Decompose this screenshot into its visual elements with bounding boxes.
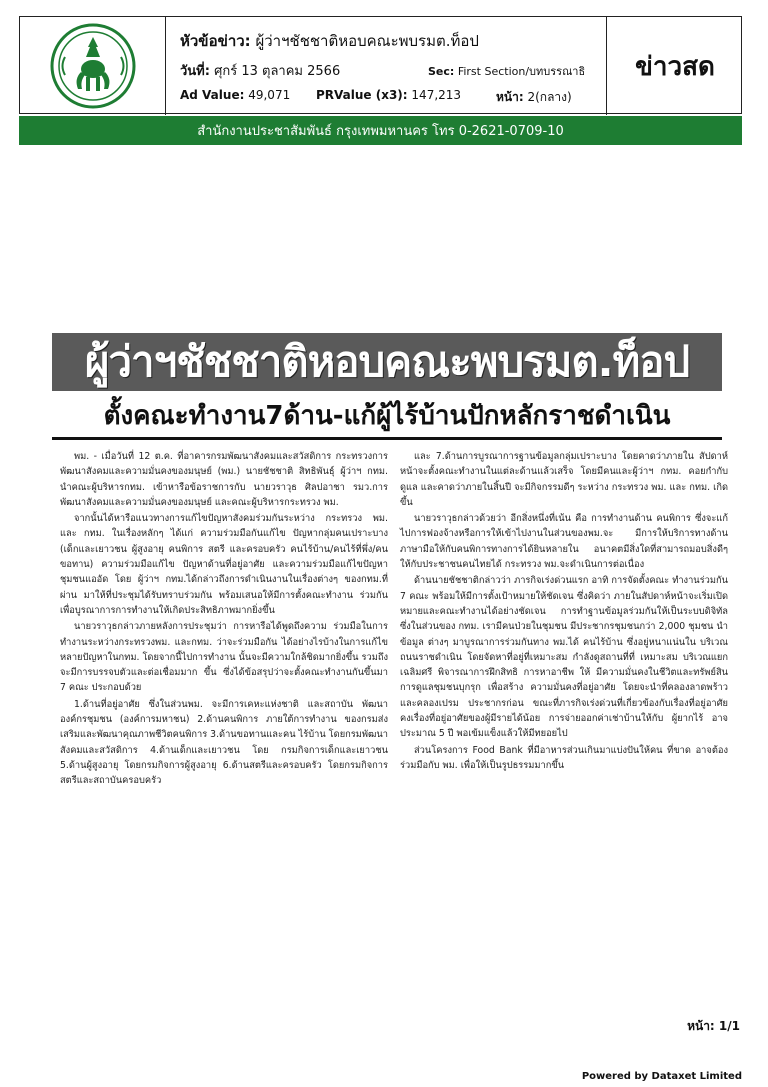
section-label: Sec:	[428, 65, 455, 78]
title-value: ผู้ว่าฯชัชชาติหอบคณะพบรมต.ท็อป	[255, 32, 479, 50]
page-indicator: หน้า: 1/1	[687, 1019, 740, 1033]
article-paragraph: 1.ด้านที่อยู่อาศัย ซึ่งในส่วนพม. จะมีการเคหะแห่งชาติ และสถาบัน พัฒนาองค์กรชุมชน (องค์การมหาชน) 2.ด้านคนพิการ ภายใต้การทำงาน ของกรมส่งเสริมและพัฒนาคุณภาพชีวิตคนพิการ 3.ด้านขอทานและคน ไร้บ้าน โดยกรมพัฒนาสังคมและสวัสดิการ 4.ด้านเด็กและเยาวชน โดย กรมกิจการเด็กและเยาวชน 5.ด้านผู้สูงอายุ โดยกรมกิจการผู้สูงอายุ 6.ด้านสตรีและครอบครัว โดยกรมกิจการสตรีและสถาบันครอบครัว	[60, 698, 388, 787]
page-value: 2(กลาง)	[527, 90, 572, 104]
section-row	[428, 62, 585, 80]
pr-office-text: สำนักงานประชาสัมพันธ์ กรุงเทพมหานคร โทร 0-2621-0709-10	[197, 124, 564, 139]
title-label: หัวข้อข่าว:	[180, 32, 251, 50]
clipping-header	[19, 16, 742, 145]
ad-value-label: Ad Value:	[180, 88, 245, 102]
article-paragraph: จากนั้นได้หารือแนวทางการแก้ไขปัญหาสังคมร่วมกันระหว่าง กระทรวง พม. และ กทม. ในเรื่องหลักๆ ได้แก่ ความร่วมมือกันแก้ไข ปัญหากลุ่มคนเปราะบาง (เด็กและเยาวชน ผู้สูงอายุ คนพิการ สตรี และครอบครัว คนไร้บ้าน/คนไร้ที่พึ่ง/คนขอทาน) ความร่วมมือแก้ไข ปัญหาด้านที่อยู่อาศัย และความร่วมมือแก้ไขปัญหาชุมชนแออัด โดย ผู้ว่าฯ กทม.ได้กล่าวถึงการดำเนินงานในเรื่องต่างๆ ของกทม.ที่ผ่าน มาให้ที่ประชุมได้รับทราบร่วมกัน พร้อมเสนอให้มีการตั้งคณะทำงาน ร่วมกันเพื่อบูรณาการการทำงานให้เกิดประสิทธิภาพมากยิ่งขึ้น	[60, 513, 388, 616]
ad-value-row	[180, 88, 290, 102]
subheadline: ตั้งคณะทำงาน7ด้าน-แก้ผู้ไร้บ้านปักหลักราชดำเนิน	[103, 401, 671, 431]
article-paragraph: ส่วนโครงการ Food Bank ที่มีอาหารส่วนเกินมาแบ่งปันให้คน ที่ขาด อาจต้องร่วมมือกับ พม. เพื่อให้เป็นรูปธรรมมากขึ้น	[400, 744, 728, 771]
news-type-label: ข่าวสด	[635, 51, 715, 82]
page-row	[496, 88, 572, 107]
pr-value-label: PRValue (x3):	[316, 88, 408, 102]
article-column-right	[400, 449, 728, 774]
logo-cell	[20, 17, 166, 115]
date-label: วันที่:	[180, 64, 210, 79]
date-value: ศุกร์ 13 ตุลาคม 2566	[214, 64, 341, 79]
headline-rule	[52, 437, 722, 440]
article-column-left	[60, 449, 388, 790]
section-value: First Section/บทบรรณาธิ	[457, 65, 586, 78]
ad-value: 49,071	[248, 88, 291, 102]
article-paragraph: นายวราวุธกล่าวด้วยว่า อีกสิ่งหนึ่งที่เน้น คือ การทำงานด้าน คนพิการ ซึ่งจะแก้ไปการฟองจ้างหรือการให้เข้าไปงานในส่วนของพม.จะ มีการให้บริการทางด้านภาษามือให้กับคนพิการทางการได้ยินหลายใน อนาคตมีสิ่งใดที่สามารถมอบสิ่งดีๆ ให้กับประชาชนคนไทยได้ กระทรวง พม.จะดำเนินการต่อเนื่อง	[400, 513, 728, 571]
pr-office-bar	[19, 116, 742, 145]
pr-value: 147,213	[411, 88, 462, 102]
news-type-cell	[606, 17, 743, 115]
article-paragraph: พม. - เมื่อวันที่ 12 ต.ค. ที่อาคารกรมพัฒนาสังคมและสวัสดิการ กระทรวงการพัฒนาสังคมและความมั่นคงของมนุษย์ (พม.) นายชัชชาติ สิทธิพันธุ์ ผู้ว่าฯ กทม. นำคณะผู้บริหารกทม. เข้าหารือข้อราชการกับ นายวราวุธ ศิลปอาชา รมว.การพัฒนาสังคมและความมั่นคงของมนุษย์ และคณะผู้บริหารกระทรวง พม.	[60, 451, 388, 508]
page-label: หน้า:	[496, 90, 524, 104]
header-box	[19, 16, 742, 114]
article-paragraph: และ 7.ด้านการบูรณาการฐานข้อมูลกลุ่มเปราะบาง โดยคาดว่าภายใน สัปดาห์หน้าจะตั้งคณะทำงานในแต่ละด้านแล้วเสร็จ โดยมีคนและผู้ว่าฯ กทม. คอยกำกับดูแล และคาดว่าภายในสิ้นปี จะมีกิจกรรมดีๆ ระหว่าง กระทรวง พม. และ กทม. เกิดขึ้น	[400, 451, 728, 508]
article-paragraph: ด้านนายชัชชาติกล่าวว่า ภารกิจเร่งด่วนแรก อาทิ การจัดตั้งคณะ ทำงานร่วมกัน 7 คณะ พร้อมให้มีการตั้งเป้าหมายให้ชัดเจน ซึ่งคิดว่า ภายในสัปดาห์หน้าจะเริ่มเปิดหมายและคณะทำงานได้อย่างชัดเจน การทำฐานข้อมูลร่วมกันให้เป็นระบบดิจิทัล ซึ่งในส่วนของ กทม. เรามีคนป่วยในชุมชน มีประชากรชุมชนกว่า 2,000 ชุมชน นำข้อมูล ต่างๆ มาบูรณาการร่วมกันทาง พม.ได้ คนไร้บ้าน ซึ่งอยู่หนาแน่นใน บริเวณถนนราชดำเนิน โดยจัดหาที่อยู่ที่เหมาะสม กำลังดูสถานที่ที่ เหมาะสม บริเวณแยกเฉลิมศรี พิจารณาการฝึกสิทธิ การหาอาชีพ ให้ มีความมั่นคงในชีวิตและทรัพย์สิน การดูแลชุมชนบุกรุก เพื่อสร้าง ความมั่นคงที่อยู่อาศัย โดยจะนำที่คลองลาดพร้าวและคลองเปรม ประชากรก่อน ขณะที่ภารกิจเร่งด่วนที่เกี่ยวข้องกับเรื่องที่อยู่อาศัย คงเรื่องที่อยู่อาศัยของผู้มีรายได้น้อย การจ่ายออกค่าเช่าบ้านให้กับ ผู้ยากไร้ อาจประมาณ 5 ปี พอเข้มแข็งแล้วให้มีทยอยไป	[400, 575, 728, 740]
bangkok-seal-icon	[20, 17, 166, 115]
title-row	[180, 29, 479, 53]
article-paragraph: นายวราวุธกล่าวภายหลังการประชุมว่า การหารือได้พูดถึงความ ร่วมมือในการทำงานระหว่างกระทรวงพม. และกทม. ว่าจะร่วมมือกัน ได้อย่างไรบ้างในการแก้ไขหลายปัญหาในกทม. โดยจากนี้ไปการทำงาน นั้นจะมีความใกล้ชิดมากยิ่งขึ้น รวมถึงจะมีการบรรจบตัวและต่อเชื่อมมาก ขึ้น ซึ่งได้ข้อสรุปว่าจะตั้งคณะทำงานกันขึ้นมา 7 คณะ ประกอบด้วย	[60, 621, 388, 694]
header-info	[166, 17, 606, 115]
pr-value-row	[316, 88, 461, 102]
headline-banner	[52, 333, 722, 391]
news-clipping	[52, 333, 728, 903]
date-row	[180, 60, 340, 81]
headline: ผู้ว่าฯชัชชาติหอบคณะพบรมต.ท็อป	[84, 337, 690, 386]
powered-by: Powered by Dataxet Limited	[581, 1071, 742, 1082]
